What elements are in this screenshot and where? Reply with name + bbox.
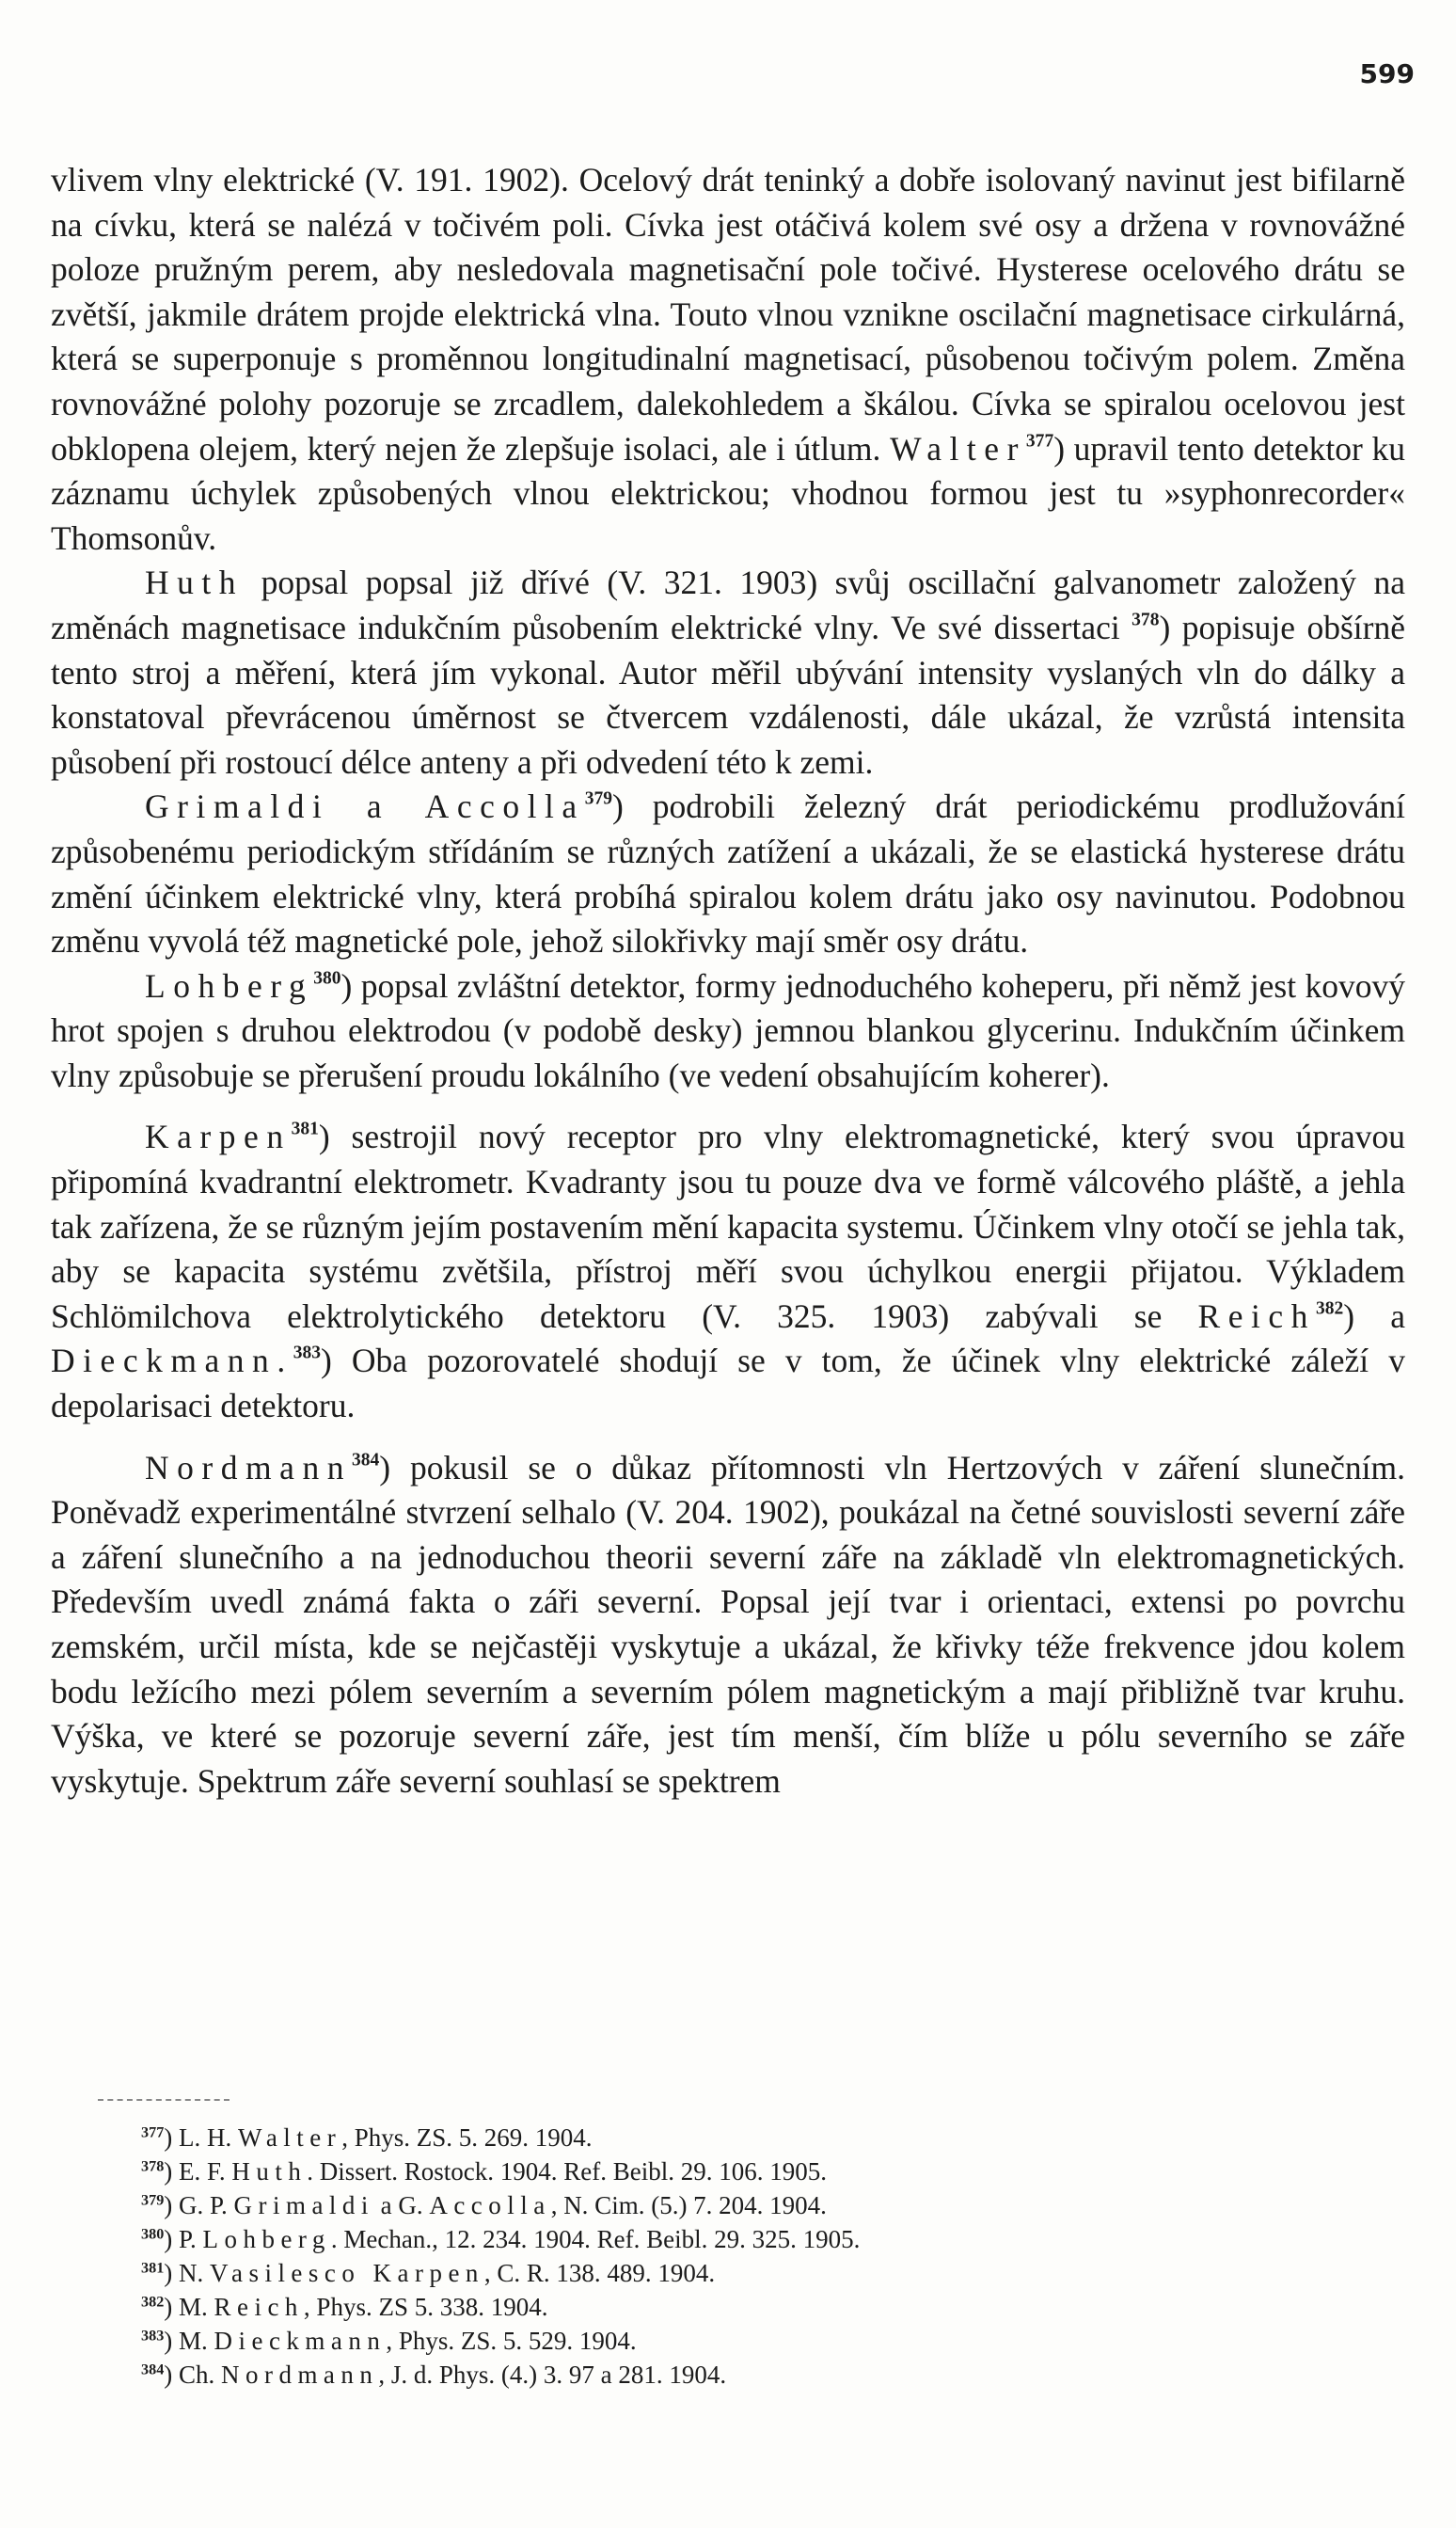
paragraph-3: [51, 785, 1405, 963]
footnote-383: [141, 2324, 1364, 2358]
footnote-ref: 384: [352, 1449, 380, 1470]
footnote-384: [141, 2358, 1364, 2392]
paragraph-6: [51, 1446, 1405, 1805]
footnote-ref: 377: [1025, 430, 1054, 451]
text-run: ) sestrojil nový receptor pro vlny elektromagnetické, který svou úpravou připomíná kvadrantní elektrometr. Kvadranty jsou tu pouze dva ve formě válcového pláště, a jehla tak zařízena, že se různým jejím postavením mění kapacita systemu. Účinkem vlny otočí se jehla tak, aby se kapacita systému zvětšila, přístroj měří svou úchylkou energii přijatou. Výkladem Schlömilchova elektrolytického detektoru (V. 325. 1903) zabývali se: [51, 1118, 1405, 1335]
text-run: , C. R. 138. 489. 1904.: [483, 2259, 716, 2287]
author-name: Nordmann: [221, 2361, 379, 2389]
author-name: Lohberg: [145, 966, 314, 1005]
text-run: ) M.: [164, 2327, 214, 2355]
text-run: ) E. F.: [164, 2157, 232, 2186]
footnote-ref: 380: [141, 2225, 165, 2243]
footnote-ref: 383: [141, 2327, 165, 2345]
page-number: 599: [1359, 58, 1415, 89]
author-name: Vasilesco Karpen: [210, 2259, 484, 2287]
author-name: Accolla: [429, 2191, 551, 2219]
footnote-377: [141, 2121, 1364, 2154]
footnote-ref: 382: [141, 2293, 165, 2311]
text-run: ) popsal zvláštní detektor, formy jednoduchého koheреru, při němž jest kovový hrot spojen s druhou elektrodou (v podobě desky) jemnou blankou glycerinu. Indukčním účinkem vlny způsobuje se přerušení proudu lokálního (ve vedení obsahujícím koherer).: [51, 966, 1405, 1094]
text-run: ) pokusil se o důkaz přítomnosti vln Hertzových v záření slunečním. Poněvadž experimentálné stvrzení selhalo (V. 204. 1902), poukázal na četné souvislosti severní záře a záření slunečního a na jednoduchou theorii severní záře na základě vln elektromagnetických. Především uvedl známá fakta o záři severní. Popsal její tvar i orientaci, extensi po povrchu zemském, určil místa, kde se nejčastěji vyskytuje a ukázal, že křivky téže frekvence jdou kolem bodu ležícího mezi pólem severním a severním pólem magnetickým a mají přibližně tvar kruhu. Výška, ve které se pozoruje severní záře, jest tím menší, čím blíže u pólu severního se záře vyskytuje. Spektrum záře severní souhlasí se spektrem: [51, 1448, 1405, 1800]
text-run: , Phys. ZS. 5. 529. 1904.: [386, 2327, 637, 2355]
footnotes: [141, 2121, 1364, 2392]
text-run: , Phys. ZS. 5. 269. 1904.: [341, 2123, 593, 2152]
text-run: ) P.: [164, 2225, 203, 2253]
author-name: Huth: [231, 2157, 308, 2186]
author-name: Grimaldi: [233, 2191, 374, 2219]
text-run: ) upravil tento detektor ku záznamu úchylek způsobených vlnou elektrickou; vhodnou formou jest tu »syphonrecorder« Thomsonův.: [51, 429, 1405, 557]
footnote-379: [141, 2188, 1364, 2222]
author-name: Lohberg: [202, 2225, 331, 2253]
footnote-separator: [98, 2099, 229, 2101]
text-run: . Dissert. Rostock. 1904. Ref. Beibl. 29. 106. 1905.: [307, 2157, 828, 2186]
text-run: ) G. P.: [164, 2191, 234, 2219]
footnote-ref: 378: [1132, 610, 1160, 630]
text-run: , Phys. ZS 5. 338. 1904.: [303, 2293, 548, 2321]
footnote-ref: 380: [313, 968, 341, 989]
text-run: ) Ch.: [164, 2361, 222, 2389]
author-name: Nordmann: [145, 1448, 352, 1487]
text-run: ) N.: [164, 2259, 211, 2287]
text-run: popsal popsal již dřívé (V. 321. 1903) svůj oscillační galvanometr založený na změnách magnetisace indukčním působením elektrické vlny. Ve své dissertaci: [51, 564, 1405, 646]
author-name: Dieckmann: [214, 2327, 387, 2355]
footnote-ref: 379: [141, 2191, 165, 2209]
author-name: Huth: [145, 564, 245, 602]
footnote-380: [141, 2222, 1364, 2256]
author-name: Walter: [238, 2123, 342, 2152]
author-name: Karpen: [145, 1118, 292, 1156]
footnote-ref: 384: [141, 2361, 165, 2378]
paragraph-2: [51, 561, 1405, 785]
text-run: ) a: [1343, 1296, 1405, 1335]
paragraph-5: [51, 1115, 1405, 1428]
footnote-ref: 381: [291, 1119, 319, 1139]
footnote-ref: 383: [293, 1343, 321, 1363]
text-run: ) Oba pozorovatelé shodují se v tom, že účinek vlny elektrické záleží v depolarisaci detektoru.: [51, 1342, 1405, 1425]
text-run: ) popisuje obšírně tento stroj a měření, která jím vykonal. Autor měřil ubývání intensity vyslaných vln do dálky a konstatoval převrácenou úměrnost se čtvercem vzdálenosti, dále ukázal, že vzrůstá intensita působení při rostoucí délce anteny a při odvedení této k zemi.: [51, 608, 1405, 781]
footnote-381: [141, 2256, 1364, 2290]
text-run: ) L. H.: [164, 2123, 239, 2152]
body-text: [51, 158, 1405, 1804]
author-name: Reich: [214, 2293, 304, 2321]
text-run: . Mechan., 12. 234. 1904. Ref. Beibl. 29. 325. 1905.: [330, 2225, 861, 2253]
text-run: a G.: [373, 2191, 430, 2219]
footnote-ref: 378: [141, 2157, 165, 2175]
footnote-ref: 379: [584, 788, 612, 809]
author-name: Dieckmann.: [51, 1342, 293, 1380]
text-run: ) podrobili železný drát periodickému prodlužování způsobenému periodickým střídáním se různých zatížení a ukázali, že se elastická hysterese drátu změní účinkem elektrické vlny, která probíhá spiralou kolem drátu jako osy navinutou. Podobnou změnu vyvolá též magnetické pole, jehož silokřivky mají směr osy drátu.: [51, 787, 1405, 961]
text-run: vlivem vlny elektrické (V. 191. 1902). Ocelový drát teninký a dobře isolovaný navinut jest bifilarně na cívku, která se nalézá v točivém poli. Cívka jest otáčivá kolem své osy a držena v rovnovážné poloze pružným perem, aby nesledovala magnetisační pole točivé. Hysterese ocelového drátu se zvětší, jakmile drátem projde elektrická vlna. Touto vlnou vznikne oscilační magnetisace cirkulárná, která se superponuje s proměnnou longitudinalní magnetisací, působenou točivým polem. Změna rovnovážné polohy pozoruje se zrcadlem, dalekohledem a škálou. Cívka se spiralou ocelovou jest obklopena olejem, který nejen že zlepšuje isolaci, ale i útlum.: [51, 161, 1405, 468]
paragraph-4: [51, 964, 1405, 1099]
author-name: Walter: [890, 429, 1026, 468]
footnote-ref: 381: [141, 2259, 165, 2277]
footnote-382: [141, 2290, 1364, 2324]
author-name: Grimaldi a Accolla: [145, 787, 585, 826]
footnote-ref: 382: [1315, 1298, 1344, 1319]
text-run: ) M.: [164, 2293, 214, 2321]
text-run: , N. Cim. (5.) 7. 204. 1904.: [550, 2191, 827, 2219]
author-name: Reich: [1197, 1296, 1316, 1335]
footnote-378: [141, 2154, 1364, 2188]
paragraph-1: [51, 158, 1405, 561]
text-run: , J. d. Phys. (4.) 3. 97 a 281. 1904.: [378, 2361, 727, 2389]
footnote-ref: 377: [141, 2123, 165, 2141]
